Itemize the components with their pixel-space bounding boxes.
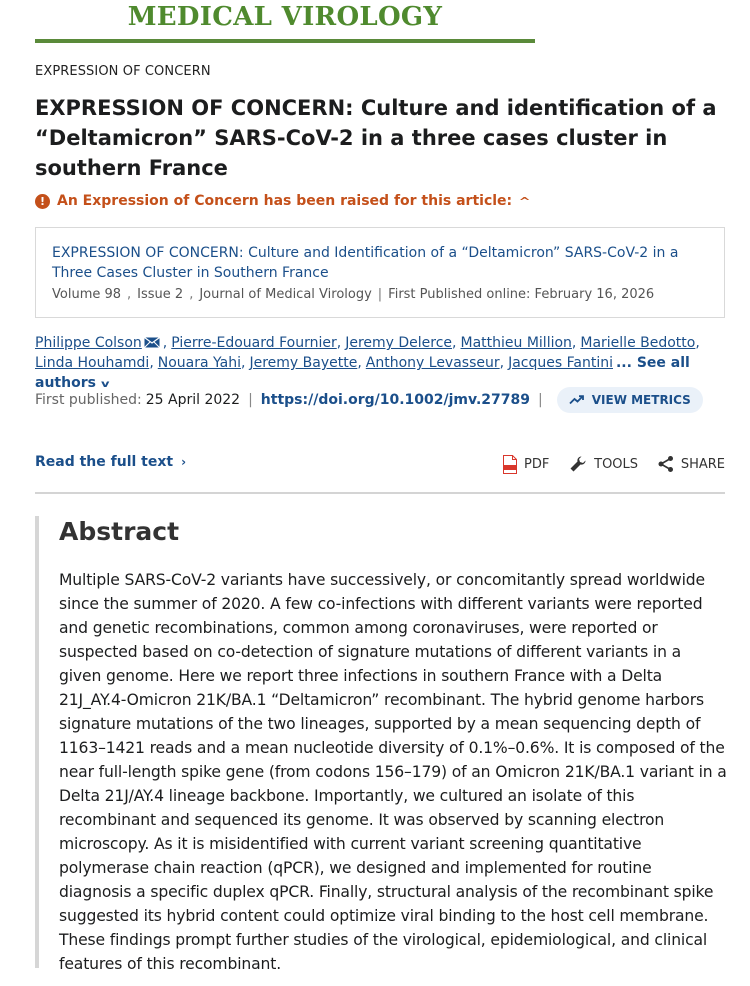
article-title: EXPRESSION OF CONCERN: Culture and identification of a “Deltamicron” SARS-CoV-2 in a three cases cluster in southern France [35,96,717,180]
abstract-heading: Abstract [59,517,180,546]
author-link[interactable]: Nouara Yahi [157,355,242,371]
doi-link[interactable]: https://doi.org/10.1002/jmv.27789 [260,392,531,408]
view-metrics-label: VIEW METRICS [591,393,691,407]
pdf-icon [502,455,518,474]
wrench-icon [568,454,588,474]
pdf-label: PDF [524,456,550,472]
concern-issue: Issue 2 [137,287,184,302]
journal-banner[interactable] [35,0,535,43]
publication-info: First published: 25 April 2022 | https://doi.org/10.1002/jmv.27789 | VIEW METRICS [35,387,703,413]
author-row-1: Philippe Colson , Pierre-Edouard Fournier, Jeremy Delerce, Matthieu Million, Marielle Bedotto, [35,335,700,351]
pdf-button[interactable] [502,455,549,474]
see-all-authors-label: ... See all authors [35,355,690,391]
author-link[interactable]: Anthony Levasseur [365,355,500,371]
author-link[interactable]: Pierre-Edouard Fournier [171,335,337,351]
trending-up-icon [569,395,584,405]
section-divider [35,492,725,494]
alert-icon: ! [35,194,50,209]
concern-volume: Volume 98 [52,287,122,302]
chevron-down-icon: v [100,379,110,390]
chevron-up-icon: ^ [518,194,531,208]
abstract-body: Multiple SARS-CoV-2 variants have successively, or concomitantly spread worldwide since the summer of 2020. A few co-infections with different variants were reported and genetic recombinations, common among coronaviruses, were reported or suspected based on co-detection of signature mutations of different variants in a given genome. Here we report three infections in southern France with a Delta 21J_AY.4-Omicron 21K/BA.1 “Deltamicron” recombinant. The hybrid genome harbors signature mutations of the two lineages, supported by a mean sequencing depth of 1163–1421 reads and a mean nucleotide diversity of 0.1%–0.6%. It is composed of the near full-length spike gene (from codons 156–179) of an Omicron 21K/BA.1 variant in a Delta 21J/AY.4 lineage backbone. Importantly, we cultured an isolate of this recombinant and sequenced its genome. It was observed by scanning electron microscopy. As it is misidentified with current variant screening quantitative polymerase chain reaction (qPCR), we designed and implemented for routine diagnosis a specific duplex qPCR. Finally, structural analysis of the recombinant spike suggested its hybrid content could optimize viral binding to the host cell membrane. These findings prompt further studies of the virological, epidemiological, and clinical features of this recombinant. [59,571,727,973]
author-link[interactable]: Linda Houhamdi [35,355,150,371]
abstract-section [35,516,727,973]
concern-toggle[interactable] [35,193,529,209]
concern-published-online: First Published online: February 16, 2026 [388,287,655,302]
journal-name: MEDICAL VIROLOGY [127,2,443,32]
email-icon[interactable] [144,337,160,348]
concern-journal: Journal of Medical Virology [199,287,372,302]
author-link[interactable]: Jeremy Bayette [249,355,358,371]
first-published-label: First published: [35,392,142,408]
author-link[interactable]: Jacques Fantini [508,355,613,371]
section-label: EXPRESSION OF CONCERN [35,64,211,79]
view-metrics-button[interactable] [557,387,703,413]
article-tools [502,452,725,476]
share-icon [657,455,675,473]
tools-label: TOOLS [594,456,639,472]
first-published-date: 25 April 2022 [145,392,241,408]
chevron-right-icon: › [181,455,187,469]
concern-flag-text: An Expression of Concern has been raised for this article: [57,193,513,209]
concern-notice-meta: Volume 98 , Issue 2 , Journal of Medical Virology | First Published online: February 16, 2026 [52,287,655,302]
author-row-2: Linda Houhamdi, Nouara Yahi, Jeremy Bayette, Anthony Levasseur, Jacques Fantini ... See all authors v [35,353,725,395]
author-link[interactable]: Marielle Bedotto [580,335,696,351]
read-full-text-label: Read the full text [35,454,174,470]
concern-notice-link[interactable]: EXPRESSION OF CONCERN: Culture and Identification of a “Deltamicron” SARS-CoV-2 in a Three Cases Cluster in Southern France [52,245,679,281]
author-link[interactable]: Jeremy Delerce [345,335,453,351]
author-link[interactable]: Philippe Colson [35,335,142,351]
concern-notice-box [35,227,725,318]
tools-button[interactable] [568,454,638,474]
author-list [35,333,725,395]
read-full-text-link[interactable] [35,454,186,470]
share-button[interactable] [657,455,725,473]
share-label: SHARE [680,456,725,472]
author-link[interactable]: Matthieu Million [460,335,572,351]
